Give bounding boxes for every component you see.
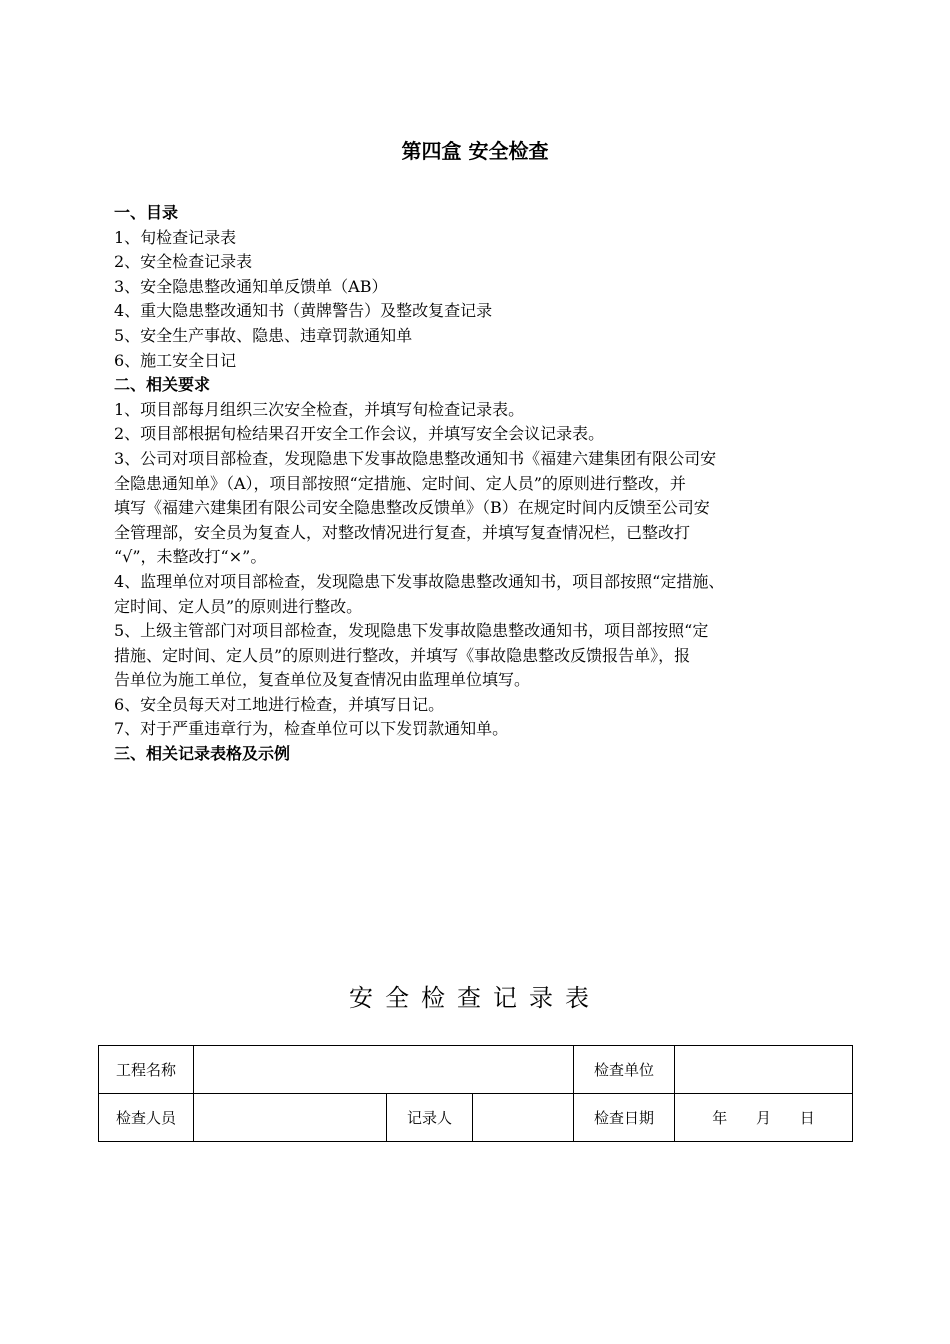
recorder-label: 记录人 bbox=[387, 1094, 473, 1142]
inspection-unit-field[interactable] bbox=[675, 1046, 853, 1094]
text-line: 填写《福建六建集团有限公司安全隐患整改反馈单》（B）在规定时间内反馈至公司安 bbox=[114, 498, 710, 518]
text-line: 4、重大隐患整改通知书（黄牌警告）及整改复查记录 bbox=[114, 301, 493, 321]
text-line: 4、监理单位对项目部检查，发现隐患下发事故隐患整改通知书，项目部按照“定措施、 bbox=[114, 571, 725, 591]
form-title: 安全检查记录表 bbox=[349, 984, 601, 1012]
text-line: 3、公司对项目部检查，发现隐患下发事故隐患整改通知书《福建六建集团有限公司安 bbox=[114, 448, 717, 468]
date-day-label: 日 bbox=[799, 1109, 815, 1127]
section-heading: 三、相关记录表格及示例 bbox=[114, 744, 291, 764]
project-name-label: 工程名称 bbox=[99, 1046, 194, 1094]
recorder-field[interactable] bbox=[473, 1094, 574, 1142]
section-heading: 二、相关要求 bbox=[114, 375, 211, 395]
inspector-label: 检查人员 bbox=[99, 1094, 194, 1142]
text-line: 全隐患通知单》（A），项目部按照“定措施、定时间、定人员”的原则进行整改，并 bbox=[114, 473, 686, 493]
project-name-field[interactable] bbox=[194, 1046, 574, 1094]
safety-inspection-record-table bbox=[98, 1045, 853, 1142]
text-line: 7、对于严重违章行为，检查单位可以下发罚款通知单。 bbox=[114, 719, 509, 739]
inspection-date-field[interactable] bbox=[675, 1094, 853, 1142]
text-line: 1、旬检查记录表 bbox=[114, 227, 237, 247]
text-line: 6、安全员每天对工地进行检查，并填写日记。 bbox=[114, 694, 445, 714]
inspection-unit-label: 检查单位 bbox=[574, 1046, 675, 1094]
text-line: 5、上级主管部门对项目部检查，发现隐患下发事故隐患整改通知书，项目部按照“定 bbox=[114, 621, 709, 641]
text-line: “√”，未整改打“×”。 bbox=[114, 547, 267, 567]
table-row bbox=[99, 1046, 853, 1094]
inspector-field[interactable] bbox=[194, 1094, 387, 1142]
section-heading: 一、目录 bbox=[114, 203, 179, 222]
date-month-label: 月 bbox=[755, 1109, 771, 1127]
text-line: 全管理部，安全员为复查人，对整改情况进行复查，并填写复查情况栏，已整改打 bbox=[114, 522, 691, 542]
document-body bbox=[114, 201, 844, 767]
text-line: 1、项目部每月组织三次安全检查，并填写旬检查记录表。 bbox=[114, 399, 525, 419]
inspection-date-label: 检查日期 bbox=[574, 1094, 675, 1142]
date-year-label: 年 bbox=[712, 1109, 728, 1127]
page-title: 第四盒 安全检查 bbox=[401, 139, 549, 163]
text-line: 措施、定时间、定人员”的原则进行整改，并填写《事故隐患整改反馈报告单》，报 bbox=[114, 645, 691, 665]
table-row bbox=[99, 1094, 853, 1142]
text-line: 6、施工安全日记 bbox=[114, 350, 237, 370]
text-line: 2、安全检查记录表 bbox=[114, 252, 253, 272]
text-line: 定时间、定人员”的原则进行整改。 bbox=[114, 596, 363, 616]
text-line: 2、项目部根据旬检结果召开安全工作会议，并填写安全会议记录表。 bbox=[114, 424, 605, 444]
text-line: 5、安全生产事故、隐患、违章罚款通知单 bbox=[114, 325, 413, 345]
text-line: 告单位为施工单位，复查单位及复查情况由监理单位填写。 bbox=[114, 670, 531, 690]
text-line: 3、安全隐患整改通知单反馈单（AB） bbox=[114, 276, 388, 296]
